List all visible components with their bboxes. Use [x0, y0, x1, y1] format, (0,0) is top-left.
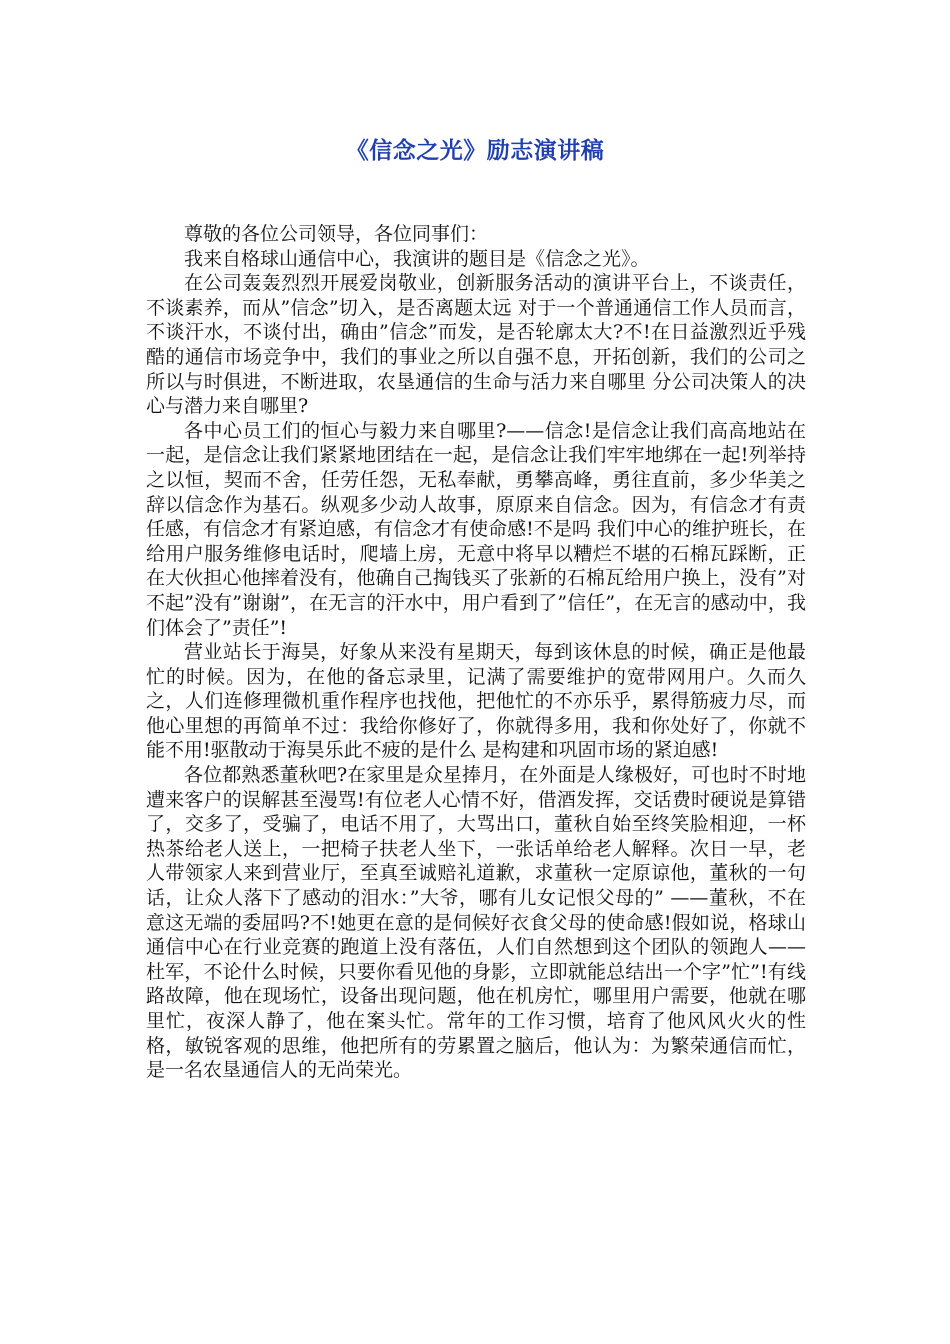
paragraph-belief-question: 在公司轰轰烈烈开展爱岗敬业，创新服务活动的演讲平台上，不谈责任，不谈素养，而从”信念”切入，是否离题太远 对于一个普通通信工作人员而言，不谈汗水，不谈付出，确由”信念”而发，是否轮廓太大?不!在日益激烈近乎残酷的通信市场竞争中，我们的事业之所以自强不息，开拓创新，我们的公司之所以与时俱进，不断进取，农垦通信的生命与活力来自哪里 分公司决策人的决心与潜力来自哪里?	[146, 272, 806, 418]
paragraph-belief-answer: 各中心员工们的恒心与毅力来自哪里?——信念!是信念让我们高高地站在一起，是信念让我们紧紧地团结在一起，是信念让我们牢牢地绑在一起!列举持之以恒，契而不舍，任劳任怨，无私奉献，勇攀高峰，勇往直前，多少华美之辞以信念作为基石。纵观多少动人故事，原原来自信念。因为，有信念才有责任感，有信念才有紧迫感，有信念才有使命感!不是吗 我们中心的维护班长，在给用户服务维修电话时，爬墙上房，无意中将早以糟烂不堪的石棉瓦踩断，正在大伙担心他摔着没有，他确自己掏钱买了张新的石棉瓦给用户换上，没有”对不起”没有”谢谢”，在无言的汗水中，用户看到了”信任”，在无言的感动中，我们体会了”责任”!	[146, 419, 806, 639]
document-title: 《信念之光》励志演讲稿	[345, 138, 605, 164]
paragraph-introduction: 我来自格球山通信中心，我演讲的题目是《信念之光》。	[184, 247, 650, 270]
document-body	[146, 222, 806, 1083]
paragraph-salutation: 尊敬的各位公司领导，各位同事们：	[184, 223, 489, 245]
paragraph-dong-qiu: 各位都熟悉董秋吧?在家里是众星捧月，在外面是人缘极好，可也时不时地遭来客户的误解甚至漫骂!有位老人心情不好，借酒发挥，交话费时硬说是算错了，交多了，受骗了，电话不用了，大骂出口，董秋自始至终笑脸相迎，一杯热茶给老人送上，一把椅子扶老人坐下，一张话单给老人解释。次日一早，老人带领家人来到营业厅，至真至诚赔礼道歉，求董秋一定原谅他，董秋的一句话，让众人落下了感动的泪水：”大爷，哪有儿女记恨父母的” ——董秋，不在意这无端的委屈吗?不!她更在意的是伺候好衣食父母的使命感!假如说，格球山通信中心在行业竞赛的跑道上没有落伍，人们自然想到这个团队的领跑人——杜军，不论什么时候，只要你看见他的身影，立即就能总结出一个字”忙”!有线路故障，他在现场忙，设备出现问题，他在机房忙，哪里用户需要，他就在哪里忙，夜深人静了，他在案头忙。常年的工作习惯，培育了他风风火火的性格，敏锐客观的思维，他把所有的劳累置之脑后，他认为：为繁荣通信而忙，是一名农垦通信人的无尚荣光。	[146, 764, 806, 1082]
paragraph-yu-haihao: 营业站长于海昊，好象从来没有星期天，每到该休息的时候，确正是他最忙的时候。因为，在他的备忘录里，记满了需要维护的宽带网用户。久而久之，人们连修理微机重作程序也找他，把他忙的不亦乐乎，累得筋疲力尽，而他心里想的再简单不过：我给你修好了，你就得多用，我和你处好了，你就不能不用!驱散动于海昊乐此不疲的是什么 是构建和巩固市场的紧迫感!	[146, 641, 806, 762]
